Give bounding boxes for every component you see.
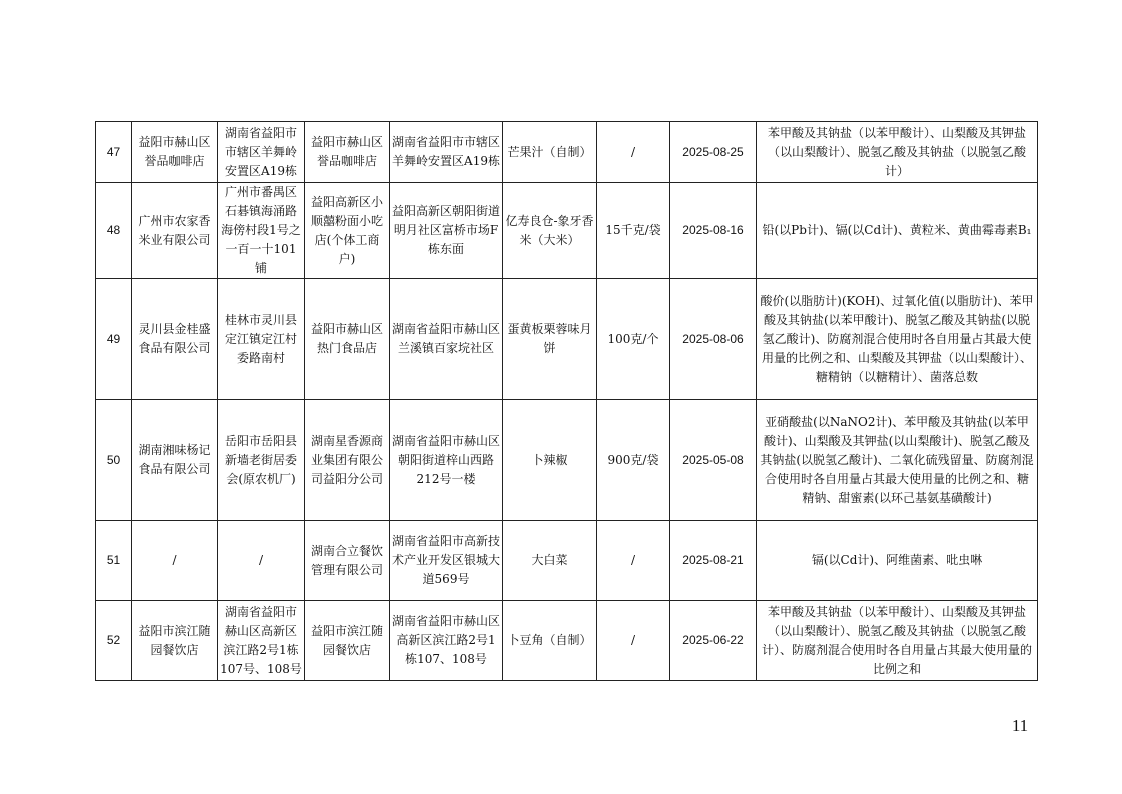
producer-name: /	[132, 521, 218, 601]
specification: 15千克/袋	[597, 183, 670, 279]
production-date: 2025-05-08	[670, 400, 757, 521]
specification: /	[597, 122, 670, 183]
production-date: 2025-08-06	[670, 279, 757, 400]
producer-name: 益阳市赫山区誉品咖啡店	[132, 122, 218, 183]
sampled-unit-name: 湖南合立餐饮管理有限公司	[305, 521, 390, 601]
row-number: 47	[96, 122, 132, 183]
sampled-unit-address: 湖南省益阳市赫山区兰溪镇百家垸社区	[390, 279, 503, 400]
table-row	[96, 183, 1038, 279]
producer-address: 广州市番禺区石碁镇海涌路海傍村段1号之一百一十101铺	[218, 183, 305, 279]
failed-test-items: 苯甲酸及其钠盐（以苯甲酸计）、山梨酸及其钾盐（以山梨酸计）、脱氢乙酸及其钠盐（以脱氢乙酸计）	[757, 122, 1038, 183]
producer-address: 桂林市灵川县定江镇定江村委路南村	[218, 279, 305, 400]
row-number: 48	[96, 183, 132, 279]
production-date: 2025-08-25	[670, 122, 757, 183]
producer-name: 灵川县金桂盛食品有限公司	[132, 279, 218, 400]
producer-name: 益阳市滨江随园餐饮店	[132, 601, 218, 681]
failed-test-items: 铅(以Pb计)、镉(以Cd计)、黄粒米、黄曲霉毒素B₁	[757, 183, 1038, 279]
specification: /	[597, 601, 670, 681]
sampled-unit-address: 湖南省益阳市赫山区朝阳街道梓山西路212号一楼	[390, 400, 503, 521]
producer-address: 岳阳市岳阳县新墙老街居委会(原农机厂)	[218, 400, 305, 521]
failed-test-items: 酸价(以脂肪计)(KOH)、过氧化值(以脂肪计)、苯甲酸及其钠盐(以苯甲酸计)、脱氢乙酸及其钠盐(以脱氢乙酸计)、防腐剂混合使用时各自用量占其最大使用量的比例之和、山梨酸及其钾盐（以山梨酸计）、糖精钠（以糖精计）、菌落总数	[757, 279, 1038, 400]
failed-test-items: 镉(以Cd计)、阿维菌素、吡虫啉	[757, 521, 1038, 601]
product-name: 芒果汁（自制）	[503, 122, 597, 183]
row-number: 50	[96, 400, 132, 521]
table-row	[96, 400, 1038, 521]
production-date: 2025-08-21	[670, 521, 757, 601]
sampled-unit-name: 益阳市赫山区热门食品店	[305, 279, 390, 400]
page-number: 11	[1011, 716, 1029, 735]
producer-address: 湖南省益阳市市辖区羊舞岭安置区A19栋	[218, 122, 305, 183]
producer-address: 湖南省益阳市赫山区高新区滨江路2号1栋107号、108号	[218, 601, 305, 681]
sampled-unit-name: 湖南星香源商业集团有限公司益阳分公司	[305, 400, 390, 521]
production-date: 2025-08-16	[670, 183, 757, 279]
row-number: 49	[96, 279, 132, 400]
product-name: 亿寿良仓-象牙香米（大米）	[503, 183, 597, 279]
product-name: 卜豆角（自制）	[503, 601, 597, 681]
product-name: 大白菜	[503, 521, 597, 601]
table-row	[96, 279, 1038, 400]
specification: 900克/袋	[597, 400, 670, 521]
row-number: 52	[96, 601, 132, 681]
producer-name: 湖南湘味杨记食品有限公司	[132, 400, 218, 521]
production-date: 2025-06-22	[670, 601, 757, 681]
sampled-unit-address: 湖南省益阳市赫山区高新区滨江路2号1栋107、108号	[390, 601, 503, 681]
producer-address: /	[218, 521, 305, 601]
specification: 100克/个	[597, 279, 670, 400]
table-row	[96, 122, 1038, 183]
failed-test-items: 苯甲酸及其钠盐（以苯甲酸计）、山梨酸及其钾盐（以山梨酸计）、脱氢乙酸及其钠盐（以脱氢乙酸计）、防腐剂混合使用时各自用量占其最大使用量的比例之和	[757, 601, 1038, 681]
specification: /	[597, 521, 670, 601]
table-row	[96, 601, 1038, 681]
sampled-unit-address: 益阳高新区朝阳街道明月社区富桥市场F栋东面	[390, 183, 503, 279]
row-number: 51	[96, 521, 132, 601]
table-row	[96, 521, 1038, 601]
failed-test-items: 亚硝酸盐(以NaNO2计)、苯甲酸及其钠盐(以苯甲酸计)、山梨酸及其钾盐(以山梨酸计)、脱氢乙酸及其钠盐(以脱氢乙酸计)、二氧化硫残留量、防腐剂混合使用时各自用量占其最大使用量的比例之和、糖精钠、甜蜜素(以环己基氨基磺酸计)	[757, 400, 1038, 521]
sampled-unit-name: 益阳市滨江随园餐饮店	[305, 601, 390, 681]
product-name: 蛋黄板栗蓉味月饼	[503, 279, 597, 400]
sampling-results-table	[95, 121, 1038, 681]
sampled-unit-address: 湖南省益阳市高新技术产业开发区银城大道569号	[390, 521, 503, 601]
producer-name: 广州市农家香米业有限公司	[132, 183, 218, 279]
sampled-unit-name: 益阳高新区小顺囍粉面小吃店(个体工商户)	[305, 183, 390, 279]
sampled-unit-name: 益阳市赫山区誉品咖啡店	[305, 122, 390, 183]
product-name: 卜辣椒	[503, 400, 597, 521]
sampled-unit-address: 湖南省益阳市市辖区羊舞岭安置区A19栋	[390, 122, 503, 183]
